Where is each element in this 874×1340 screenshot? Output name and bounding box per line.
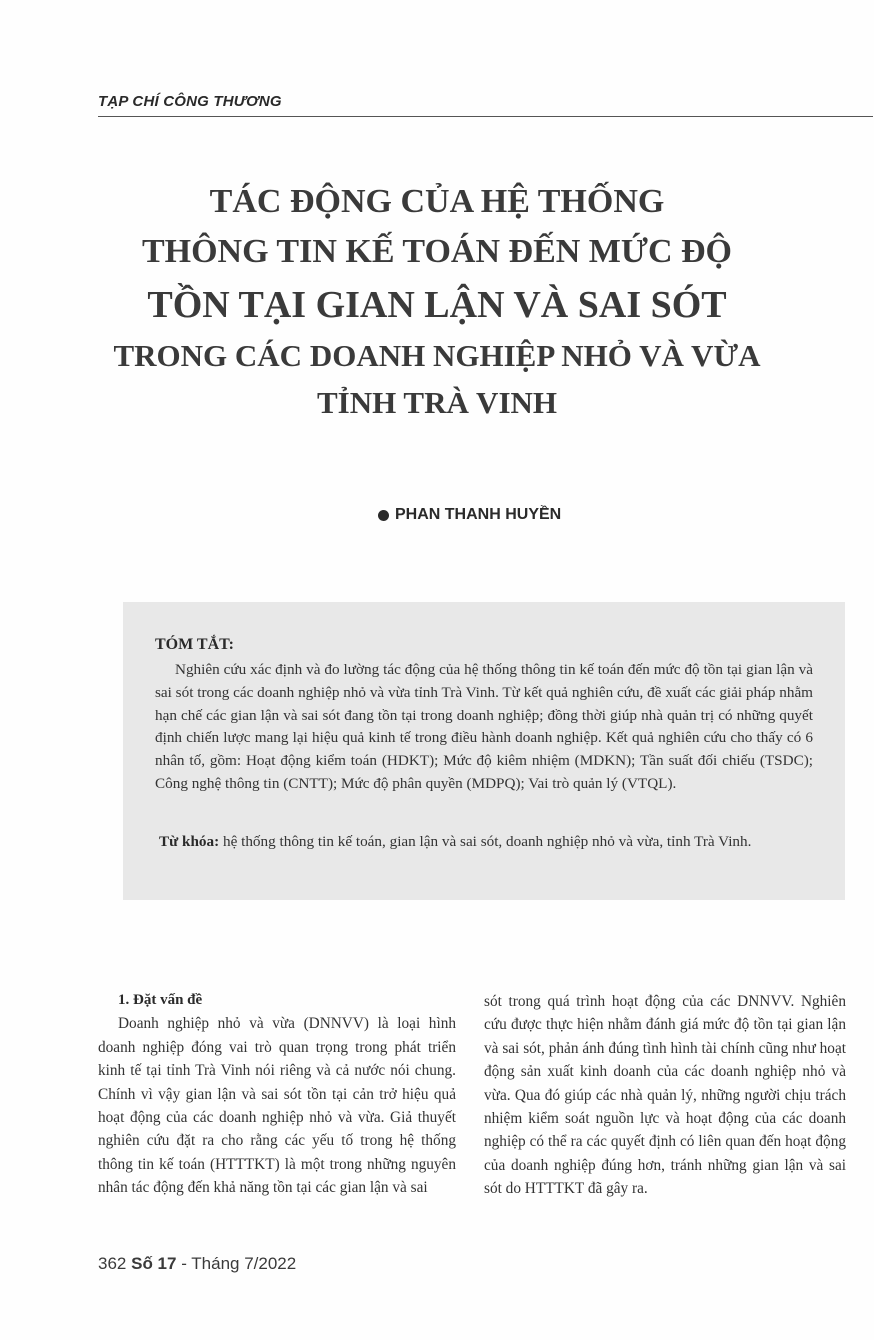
keywords-text: hệ thống thông tin kế toán, gian lận và sai sót, doanh nghiệp nhỏ và vừa, tỉnh Trà Vinh. <box>222 833 752 850</box>
journal-name: TẠP CHÍ CÔNG THƯƠNG <box>98 93 282 110</box>
keywords <box>155 831 813 854</box>
keywords-label: Từ khóa: <box>159 833 220 850</box>
page-footer <box>98 1254 296 1274</box>
abstract-body: Nghiên cứu xác định và đo lường tác động của hệ thống thông tin kế toán đến mức độ tồn tại gian lận và sai sót trong các doanh nghiệp nhỏ và vừa tỉnh Trà Vinh. Từ kết quả nghiên cứu, đề xuất các giải pháp nhằm hạn chế các gian lận và sai sót đang tồn tại trong doanh nghiệp; đồng thời giúp nhà quản trị có những quyết định chiến lược mang lại hiệu quả kinh tế trong điều hành doanh nghiệp. Kết quả nghiên cứu cho thấy có 6 nhân tố, gồm: Hoạt động kiểm toán (HDKT); Mức độ kiêm nhiệm (MDKN); Tần suất đối chiếu (TSDC); Công nghệ thông tin (CNTT); Mức độ phân quyền (MDPQ); Vai trò quản lý (VTQL). <box>155 661 813 792</box>
issue-date: - Tháng 7/2022 <box>176 1254 297 1273</box>
header-rule <box>98 116 873 117</box>
page-number: 362 <box>98 1254 127 1273</box>
body-paragraph-continued: sót trong quá trình hoạt động của các DNNVV. Nghiên cứu được thực hiện nhằm đánh giá mức độ tồn tại gian lận và sai sót, phản ánh đúng tình hình tài chính cũng như hoạt động sản xuất kinh doanh của các doanh nghiệp nhỏ và vừa. Qua đó giúp các nhà quản lý, những người chịu trách nhiệm kiểm soát nguồn lực và hoạt động của các doanh nghiệp có thể ra các quyết định có liên quan đến hoạt động của doanh nghiệp đúng hơn, tránh những gian lận và sai sót do HTTTKT đã gây ra. <box>484 993 846 1198</box>
section-heading: 1. Đặt vấn đề <box>118 992 203 1008</box>
abstract-box <box>123 602 845 900</box>
bullet-dot-icon <box>378 510 389 521</box>
body-column-right <box>484 990 846 1201</box>
issue-number: Số 17 <box>131 1254 177 1273</box>
author-name: PHAN THANH HUYỀN <box>395 506 562 523</box>
article-title-line-3: TỒN TẠI GIAN LẬN VÀ SAI SÓT <box>147 284 727 326</box>
abstract-heading: TÓM TẮT: <box>155 636 234 653</box>
article-title-line-1: TÁC ĐỘNG CỦA HỆ THỐNG <box>209 183 665 220</box>
article-title-line-5: TỈNH TRÀ VINH <box>316 385 558 420</box>
body-paragraph: Doanh nghiệp nhỏ và vừa (DNNVV) là loại hình doanh nghiệp đóng vai trò quan trọng trong phát triển kinh tế tại tỉnh Trà Vinh nói riêng và cả nước nói chung. Chính vì vậy gian lận và sai sót tồn tại cản trở hiệu quả hoạt động của các doanh nghiệp nhỏ và vừa. Giả thuyết nghiên cứu đặt ra cho rằng các yếu tố trong hệ thống thông tin kế toán (HTTTKT) là một trong những nguyên nhân tác động đến khả năng tồn tại các gian lận và sai <box>98 1015 456 1197</box>
author-line <box>378 506 561 524</box>
article-title-line-4: TRONG CÁC DOANH NGHIỆP NHỎ VÀ VỪA <box>113 338 761 373</box>
article-title-line-2: THÔNG TIN KẾ TOÁN ĐẾN MỨC ĐỘ <box>141 233 733 270</box>
body-column-left <box>98 989 456 1200</box>
